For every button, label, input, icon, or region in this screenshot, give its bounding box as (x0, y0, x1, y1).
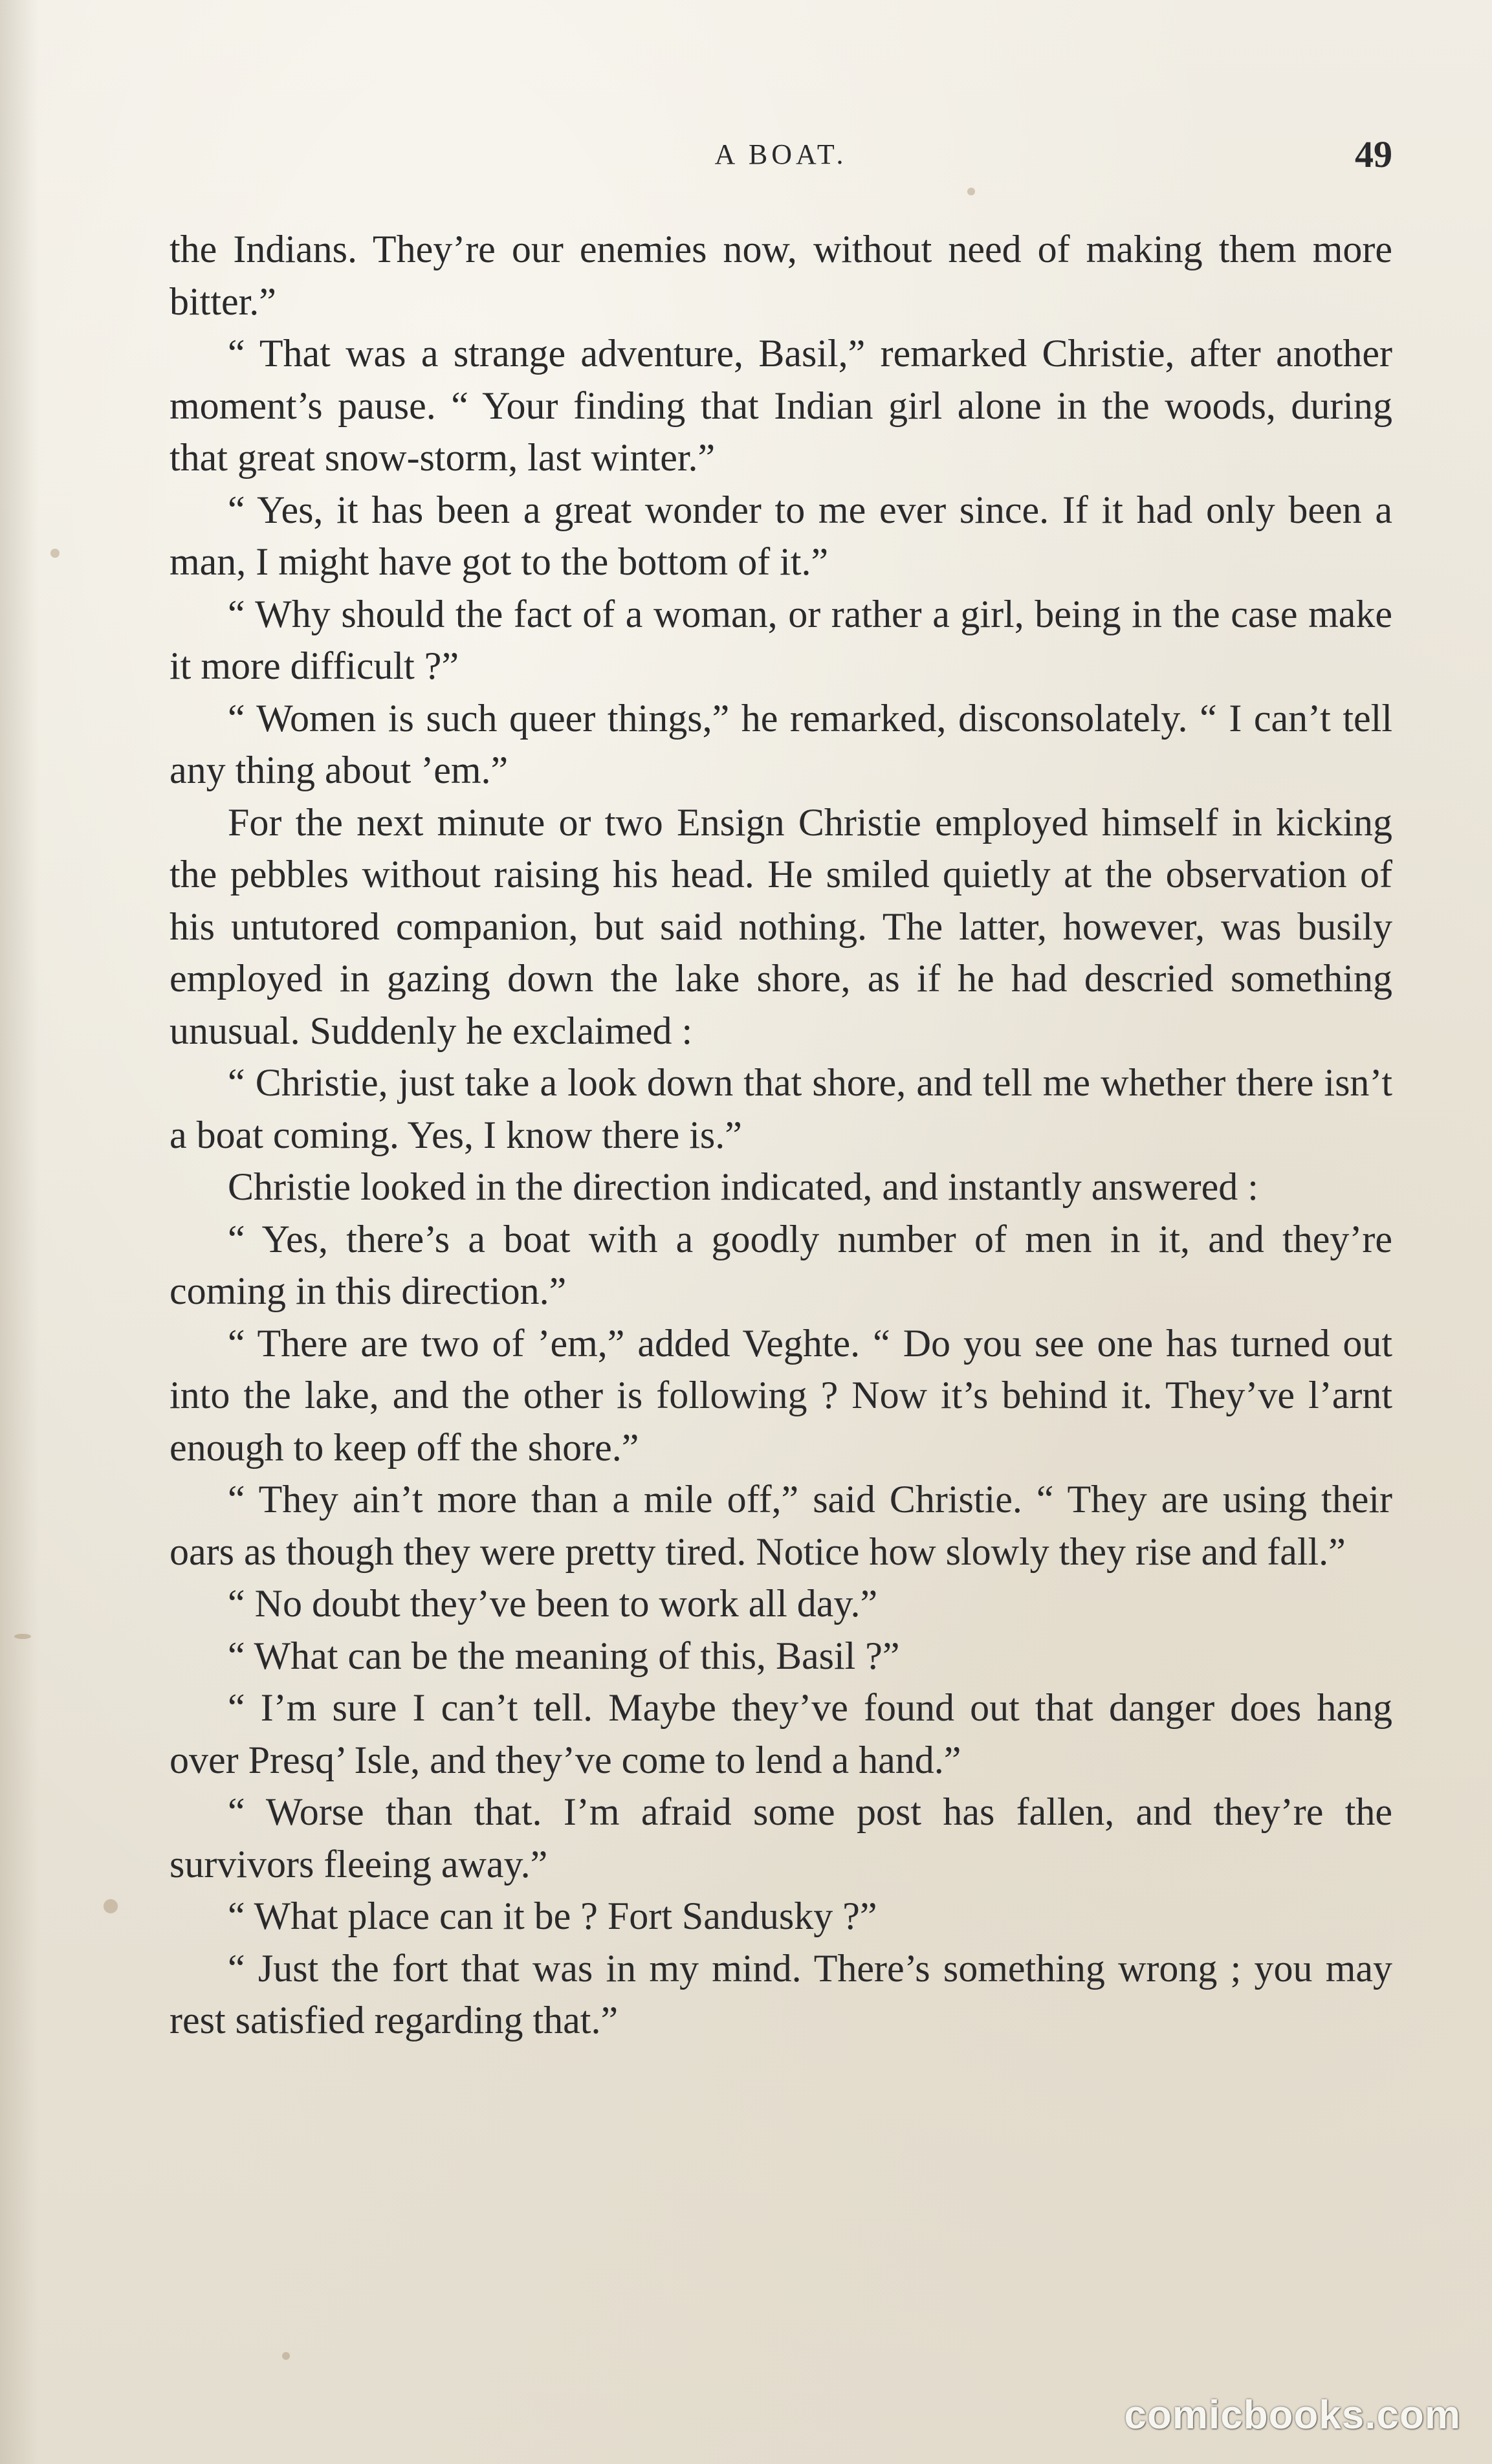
paragraph: the Indians. They’re our enemies now, without need of making them more bitter.” (170, 228, 1392, 323)
paragraph: “ Yes, there’s a boat with a goodly number of men in it, and they’re coming in this direction.” (170, 1217, 1392, 1312)
paragraph: Christie looked in the direction indicated, and instantly answered : (228, 1165, 1258, 1208)
page-number: 49 (1355, 133, 1392, 175)
page-header (170, 133, 1392, 178)
paper-speck (50, 549, 60, 558)
paragraph: “ There are two of ’em,” added Veghte. “ Do you see one has turned out into the lake, and the other is following ? Now it’s behind it. They’ve l’arnt enough to keep off the shore.” (170, 1321, 1392, 1469)
paragraph: “ Just the fort that was in my mind. There’s something wrong ; you may rest satisfied regarding that.” (170, 1946, 1392, 2041)
watermark: comicbooks.com (1124, 2393, 1461, 2437)
paper-speck (14, 1634, 31, 1639)
paragraph: For the next minute or two Ensign Christie employed himself in kicking the pebbles without raising his head. He smiled quietly at the observation of his untutored companion, but said nothing. The latter, however, was busily employed in gazing down the lake shore, as if he had descried something unusual. Suddenly he exclaimed : (170, 800, 1392, 1052)
paragraph: “ That was a strange adventure, Basil,” remarked Christie, after another moment’s pause. “ Your finding that Indian girl alone in the woods, during that great snow-storm, last winter.” (170, 332, 1392, 479)
paper-speck (967, 188, 975, 195)
paragraph: “ Christie, just take a look down that shore, and tell me whether there isn’t a boat coming. Yes, I know there is.” (170, 1061, 1392, 1156)
paragraph: “ They ain’t more than a mile off,” said Christie. “ They are using their oars as though they were pretty tired. Notice how slowly they rise and fall.” (170, 1478, 1392, 1573)
body-text (170, 223, 1392, 2047)
page-edge-shadow (0, 0, 39, 2464)
paper-speck (104, 1899, 118, 1913)
paragraph: “ Women is such queer things,” he remarked, disconsolately. “ I can’t tell any thing about ’em.” (170, 696, 1392, 791)
running-title: A BOAT. (714, 138, 848, 170)
paragraph: “ Why should the fact of a woman, or rather a girl, being in the case make it more difficult ?” (170, 592, 1392, 687)
paper-speck (282, 2352, 290, 2360)
paragraph: “ What place can it be ? Fort Sandusky ?” (228, 1895, 877, 1937)
paragraph: “ What can be the meaning of this, Basil ?” (228, 1634, 900, 1677)
paragraph: “ I’m sure I can’t tell. Maybe they’ve found out that danger does hang over Presq’ Isle, and they’ve come to lend a hand.” (170, 1686, 1392, 1781)
paragraph: “ No doubt they’ve been to work all day.” (228, 1582, 878, 1625)
paragraph: “ Yes, it has been a great wonder to me ever since. If it had only been a man, I might have got to the bottom of it.” (170, 488, 1392, 583)
paragraph: “ Worse than that. I’m afraid some post has fallen, and they’re the survivors fleeing away.” (170, 1790, 1392, 1886)
